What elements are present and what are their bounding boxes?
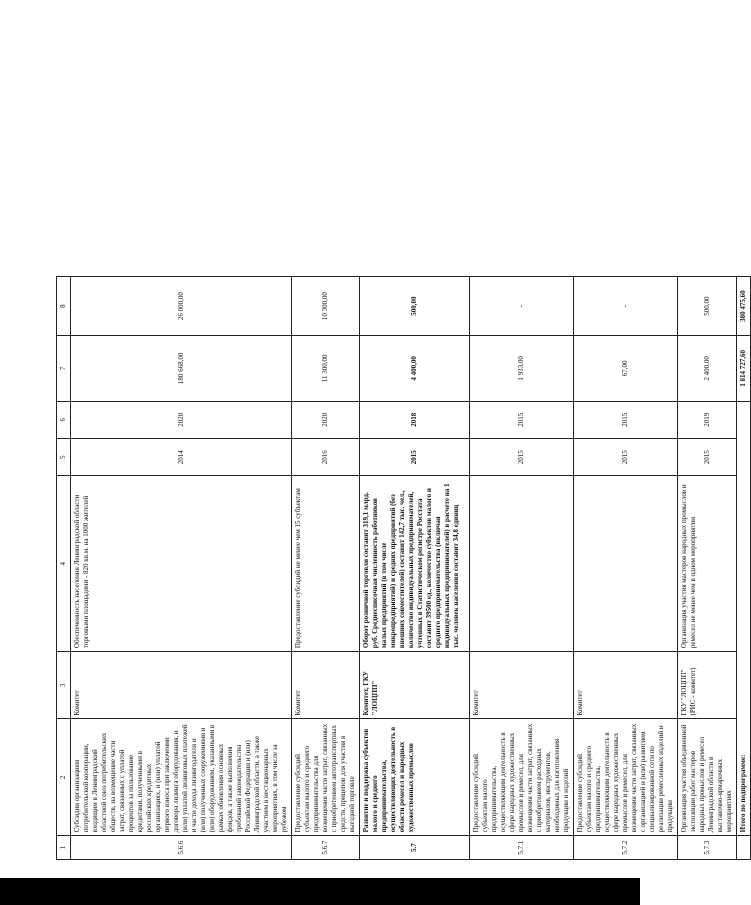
grand-total-year: 380 475,60 [737,277,751,336]
table-row [470,277,574,860]
measure-description: Организация участия объединенной экспозиции работ мастеров народных промыслов и ремесел Ленинградской области в выставочно-ярмарочных мероприятиях [678,719,737,836]
column-number: 4 [57,476,71,652]
result-indicator: Предоставление субсидий не менее чем 15 субъектам [292,476,360,652]
table-row [360,277,470,860]
total-funding: 180 668,00 [71,336,292,401]
result-indicator [574,476,678,652]
year-start: 2015 [360,439,470,476]
column-number: 3 [57,652,71,719]
year-funding: - [574,277,678,336]
year-start: 2015 [678,439,737,476]
measure-description: Предоставление субсидий субъектам малого предпринимательства, осуществляющим деятельность в сфере народных художественных промыслов и ремесел, для возмещения части затрат, связанных с приобретением расходных материалов, инструментов, необходимых для изготовления продукции и изделий [470,719,574,836]
total-funding: 4 400,00 [360,336,470,401]
year-funding: 500,00 [360,277,470,336]
column-number: 2 [57,719,71,836]
executor: Комитет, ГКУ "ЛОЦПП" [360,652,470,719]
total-funding: 11 300,00 [292,336,360,401]
table-row [678,277,737,860]
year-end: 2020 [292,401,360,438]
row-number: 5.7 [360,836,470,860]
row-number: 5.6.6 [71,836,292,860]
row-number: 5.6.7 [292,836,360,860]
total-funding: 67,00 [574,336,678,401]
year-end: 2015 [470,401,574,438]
result-indicator: Организация участия мастеров народных промыслов и ремесел не менее чем в одном мероприятии [678,476,737,652]
total-row [737,277,751,860]
year-start: 2015 [574,439,678,476]
year-funding: 500,00 [678,277,737,336]
executor: Комитет [292,652,360,719]
executor: Комитет [574,652,678,719]
executor: Комитет [71,652,292,719]
measure-description: Предоставление субсидий субъектам малого и среднего предпринимательства для возмещения части затрат, связанных с приобретением автотранспортных средств, прицепов для участия в выездной торговле [292,719,360,836]
column-number: 1 [57,836,71,860]
column-number: 8 [57,277,71,336]
year-end: 2020 [71,401,292,438]
measure-description: Субсидии организациям потребительской кооперации, входящим в Ленинградский областной союз потребительских обществ, на возмещение части затрат, связанных с уплатой процентов за пользование кредитами, полученными в российских кредитных организациях, и (или) уплатой первого взноса при заключении договора лизинга оборудования, и (или) уплатой лизинговых платежей и части дохода лизингодателя и (или) полученных сооружениями и (или) оборудованием, указанными в рамках обновления основных фондов, а также выполнения требований законодательства Российской Федерации и (или) Ленинградской области, а также участием в нестационарных мероприятиях, в том числе за рубежом [71,719,292,836]
result-indicator [470,476,574,652]
column-number: 6 [57,401,71,438]
year-end: 2018 [360,401,470,438]
total-row-blank [737,836,751,860]
column-number-row [57,277,71,860]
total-funding: 2 400,00 [678,336,737,401]
table-row [71,277,292,860]
executor: Комитет [470,652,574,719]
measure-description: Предоставление субсидий субъектам малого и среднего предпринимательства, осуществляющим деятельность в сфере народных художественных промыслов и ремесел, для возмещения части затрат, связанных с организацией и (или) развитием специализированной сети по реализации ремесленных изделий и продукции [574,719,678,836]
table-row [574,277,678,860]
year-start: 2015 [470,439,574,476]
year-funding: 26 000,00 [71,277,292,336]
total-label: Итого по подпрограмме: [737,401,751,836]
total-funding: 1 933,00 [470,336,574,401]
column-number: 5 [57,439,71,476]
year-funding: 10 300,00 [292,277,360,336]
result-indicator: Обеспеченность населения Ленинградской области торговыми площадями - 820 кв.м. на 1000 жителей [71,476,292,652]
subprogram-table [56,276,751,860]
measure-description: Развитие и поддержка субъектов малого и среднего предпринимательства, осуществляющих деятельность в области ремесел и народных художественных промыслов [360,719,470,836]
year-end: 2019 [678,401,737,438]
year-start: 2016 [292,439,360,476]
row-number: 5.7.1 [470,836,574,860]
row-number: 5.7.2 [574,836,678,860]
year-start: 2014 [71,439,292,476]
year-end: 2015 [574,401,678,438]
year-funding: - [470,277,574,336]
scanner-black-border [0,878,640,905]
column-number: 7 [57,336,71,401]
grand-total: 1 814 727,60 [737,336,751,401]
executor: ГКУ "ЛОЦПП" (РИС - комитет) [678,652,737,719]
table-row [292,277,360,860]
row-number: 5.7.3 [678,836,737,860]
result-indicator: Оборот розничной торговли составит 319,1 млрд. руб. Среднесписочная численность работников малых предприятий (в том числе микропредприятий) и средних предприятий (без внешних совместителей) составит 142,7 тыс. чел., количество индивидуальных предпринимателей, учтенных в Статистическом регистре Росстата составит 39500 ед., количество субъектов малого и среднего предпринимательства (включая индивидуальных предпринимателей) в расчете на 1 тыс. человек населения составит 34,8 единиц [360,476,470,652]
